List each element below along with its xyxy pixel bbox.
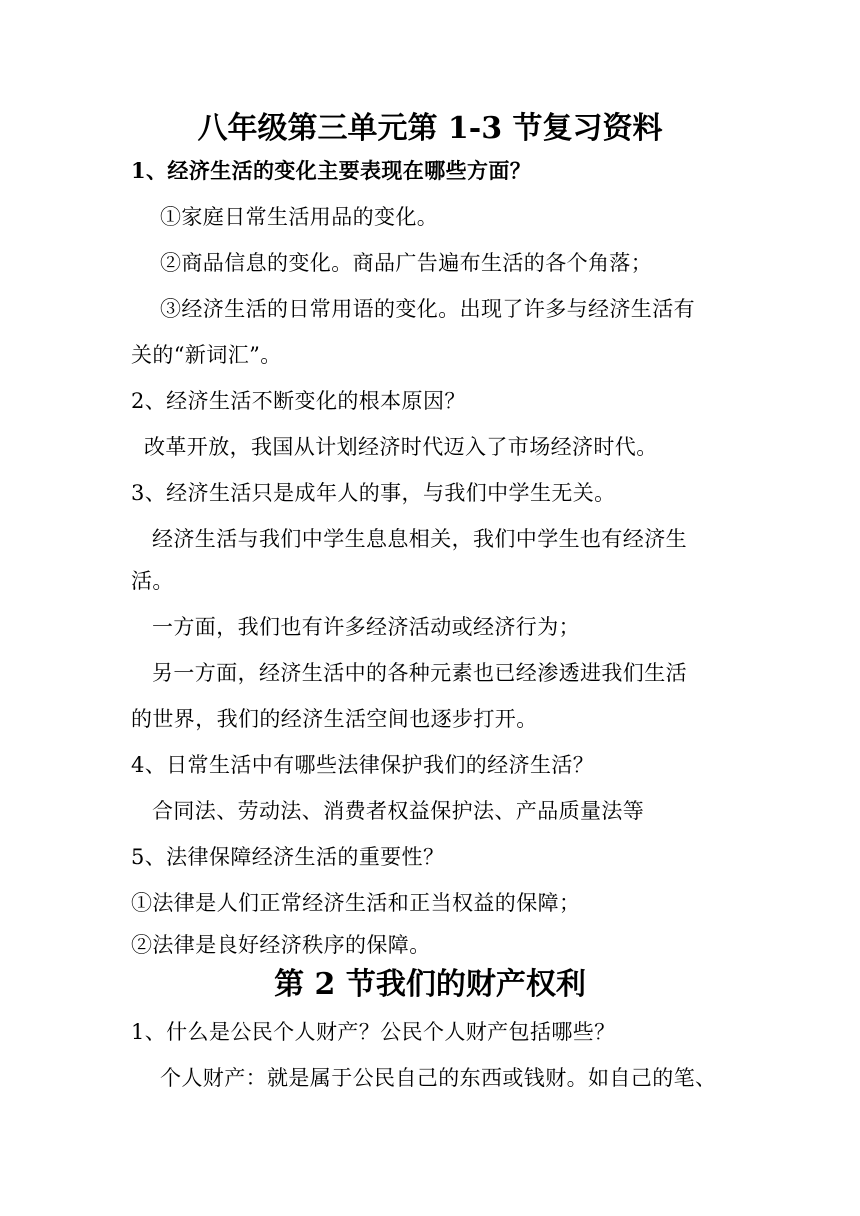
section-2-question-1: 1、什么是公民个人财产？公民个人财产包括哪些？ (131, 1020, 616, 1044)
answer-1-item-2: ②商品信息的变化。商品广告遍布生活的各个角落； (160, 251, 653, 275)
answer-3-line-1: 经济生活与我们中学生息息相关，我们中学生也有经济生 (152, 527, 687, 551)
answer-3-line-2: 活。 (131, 569, 174, 593)
section-2-answer-1: 个人财产：就是属于公民自己的东西或钱财。如自己的笔、 (160, 1066, 717, 1090)
question-4: 4、日常生活中有哪些法律保护我们的经济生活？ (131, 753, 595, 777)
answer-1-item-3-cont: 关的“新词汇”。 (131, 343, 282, 367)
question-1: 1、经济生活的变化主要表现在哪些方面？ (131, 158, 532, 183)
answer-3-line-3: 一方面，我们也有许多经济活动或经济行为； (152, 615, 580, 639)
section-2-title: 第 2 节我们的财产权利 (274, 967, 586, 1002)
answer-2: 改革开放，我国从计划经济时代迈入了市场经济时代。 (144, 435, 658, 459)
answer-1-item-1: ①家庭日常生活用品的变化。 (160, 205, 439, 229)
question-3: 3、经济生活只是成年人的事，与我们中学生无关。 (131, 481, 616, 505)
document-title: 八年级第三单元第 1-3 节复习资料 (197, 111, 663, 146)
answer-1-item-3: ③经济生活的日常用语的变化。出现了许多与经济生活有 (160, 297, 695, 321)
question-2: 2、经济生活不断变化的根本原因？ (131, 389, 466, 413)
answer-5-item-1: ①法律是人们正常经济生活和正当权益的保障； (131, 891, 581, 915)
answer-3-line-4: 另一方面，经济生活中的各种元素也已经渗透进我们生活 (152, 661, 687, 685)
answer-3-line-5: 的世界，我们的经济生活空间也逐步打开。 (131, 707, 538, 731)
answer-4: 合同法、劳动法、消费者权益保护法、产品质量法等 (152, 799, 645, 823)
question-5: 5、法律保障经济生活的重要性？ (131, 845, 445, 869)
answer-5-item-2: ②法律是良好经济秩序的保障。 (131, 933, 431, 957)
